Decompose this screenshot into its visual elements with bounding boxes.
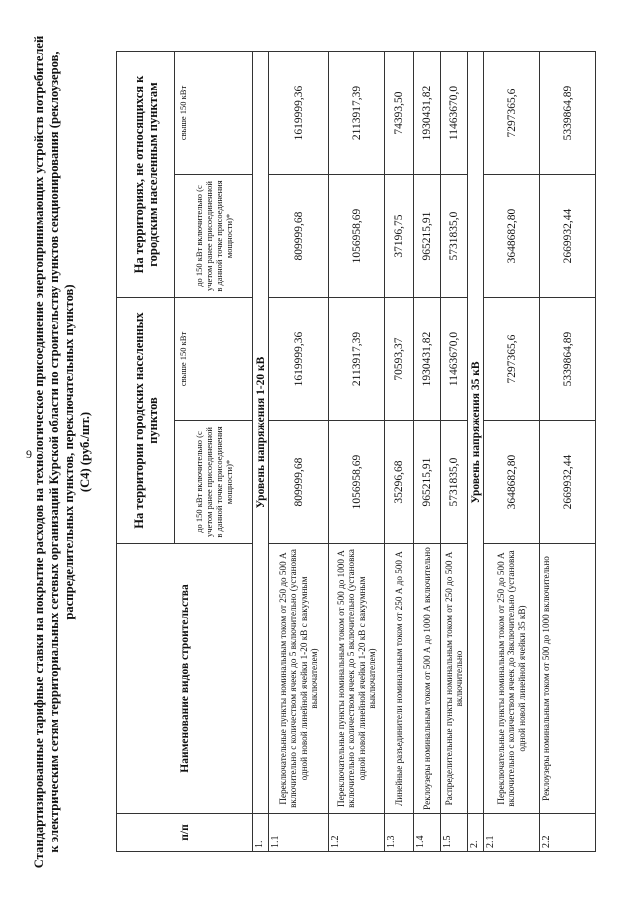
rural-le150-value: 809999,68 [269, 175, 329, 298]
header-np: п/п [117, 814, 253, 852]
row-description: Распределительные пункты номинальным током от 250 до 500 А включительно [441, 544, 468, 814]
table-row [540, 52, 596, 852]
row-number: 1.1 [269, 814, 329, 852]
header-rural-le150: до 150 кВт включительно (с учетом ранее присоединенной в данной точке присоединения мощности)* [175, 175, 253, 298]
rural-le150-value: 3648682,80 [484, 175, 540, 298]
row-number: 2.1 [484, 814, 540, 852]
header-urban-le150: до 150 кВт включительно (с учетом ранее присоединенной в данной точке присоединения мощности)* [175, 421, 253, 544]
document-title [32, 32, 93, 872]
urban-gt150-value: 70593,37 [385, 298, 414, 421]
row-number: 1.4 [414, 814, 441, 852]
urban-le150-value: 1056958,69 [329, 421, 385, 544]
row-number: 1.2 [329, 814, 385, 852]
section-row [253, 52, 269, 852]
table-row [484, 52, 540, 852]
table-row [269, 52, 329, 852]
urban-gt150-value: 1619999,36 [269, 298, 329, 421]
rural-le150-value: 965215,91 [414, 175, 441, 298]
row-number: 1.5 [441, 814, 468, 852]
urban-le150-value: 2669932,44 [540, 421, 596, 544]
urban-le150-value: 3648682,80 [484, 421, 540, 544]
row-number: 1.3 [385, 814, 414, 852]
table-row [414, 52, 441, 852]
header-urban: На территории городских населенных пунктов [117, 298, 175, 544]
row-description: Реклоузеры номинальным током от 500 А до 1000 А включительно [414, 544, 441, 814]
urban-le150-value: 35296,68 [385, 421, 414, 544]
rural-gt150-value: 7297365,6 [484, 52, 540, 175]
row-description: Реклоузеры номинальным током от 500 до 1000 включительно [540, 544, 596, 814]
section-title: Уровень напряжения 35 кВ [468, 52, 484, 814]
section-row [468, 52, 484, 852]
rural-gt150-value: 2113917,39 [329, 52, 385, 175]
rural-gt150-value: 11463670,0 [441, 52, 468, 175]
header-rural: На территориях, не относящихся к городским населенным пунктам [117, 52, 175, 298]
section-title: Уровень напряжения 1-20 кВ [253, 52, 269, 814]
table-row [441, 52, 468, 852]
urban-le150-value: 5731835,0 [441, 421, 468, 544]
row-description: Линейные разъединители номинальным током от 250 А до 500 А [385, 544, 414, 814]
urban-gt150-value: 7297365,6 [484, 298, 540, 421]
rural-le150-value: 1056958,69 [329, 175, 385, 298]
rural-gt150-value: 5339864,89 [540, 52, 596, 175]
row-number: 2. [468, 814, 484, 852]
row-number: 1. [253, 814, 269, 852]
urban-gt150-value: 1930431,82 [414, 298, 441, 421]
row-description: Переключательные пункты номинальным током от 500 до 1000 А включительно с количеством ячеек до 5 включительно (установка одной новой линейной ячейки 1-20 кВ с вакуумным выключателем) [329, 544, 385, 814]
rural-le150-value: 2669932,44 [540, 175, 596, 298]
urban-le150-value: 809999,68 [269, 421, 329, 544]
header-name: Наименование видов строительства [117, 544, 253, 814]
title-text: Стандартизированные тарифные ставки на покрытие расходов на технологическое присоединение энергопринимающих устройств потребителей к электрическим сетям территориальных сетевых организаций Курской области по строительству пунктов секционирования (реклоузеров, распределительных пунктов, переключательных пунктов) [32, 35, 77, 869]
urban-gt150-value: 11463670,0 [441, 298, 468, 421]
rotated-page [20, 32, 620, 872]
rural-gt150-value: 74393,50 [385, 52, 414, 175]
rural-le150-value: 5731835,0 [441, 175, 468, 298]
header-urban-gt150: свыше 150 кВт [175, 298, 253, 421]
rural-gt150-value: 1619999,36 [269, 52, 329, 175]
row-number: 2.2 [540, 814, 596, 852]
rural-le150-value: 37196,75 [385, 175, 414, 298]
header-rural-gt150: свыше 150 кВт [175, 52, 253, 175]
page-number: 9 [26, 447, 32, 461]
row-description: Переключательные пункты номинальным током от 250 до 500 А включительно с количеством ячеек до 3включительно (установка одной новой линейной ячейки 35 кВ) [484, 544, 540, 814]
table-row [385, 52, 414, 852]
urban-gt150-value: 2113917,39 [329, 298, 385, 421]
urban-le150-value: 965215,91 [414, 421, 441, 544]
table-row [329, 52, 385, 852]
urban-gt150-value: 5339864,89 [540, 298, 596, 421]
row-description: Переключательные пункты номинальным током от 250 до 500 А включительно с количеством ячеек до 5 включительно (установка одной новой линейной ячейки 1-20 кВ с вакуумным выключателем) [269, 544, 329, 814]
title-unit: (С4) (руб./шт.) [77, 411, 92, 493]
tariff-table [116, 51, 596, 852]
rural-gt150-value: 1930431,82 [414, 52, 441, 175]
